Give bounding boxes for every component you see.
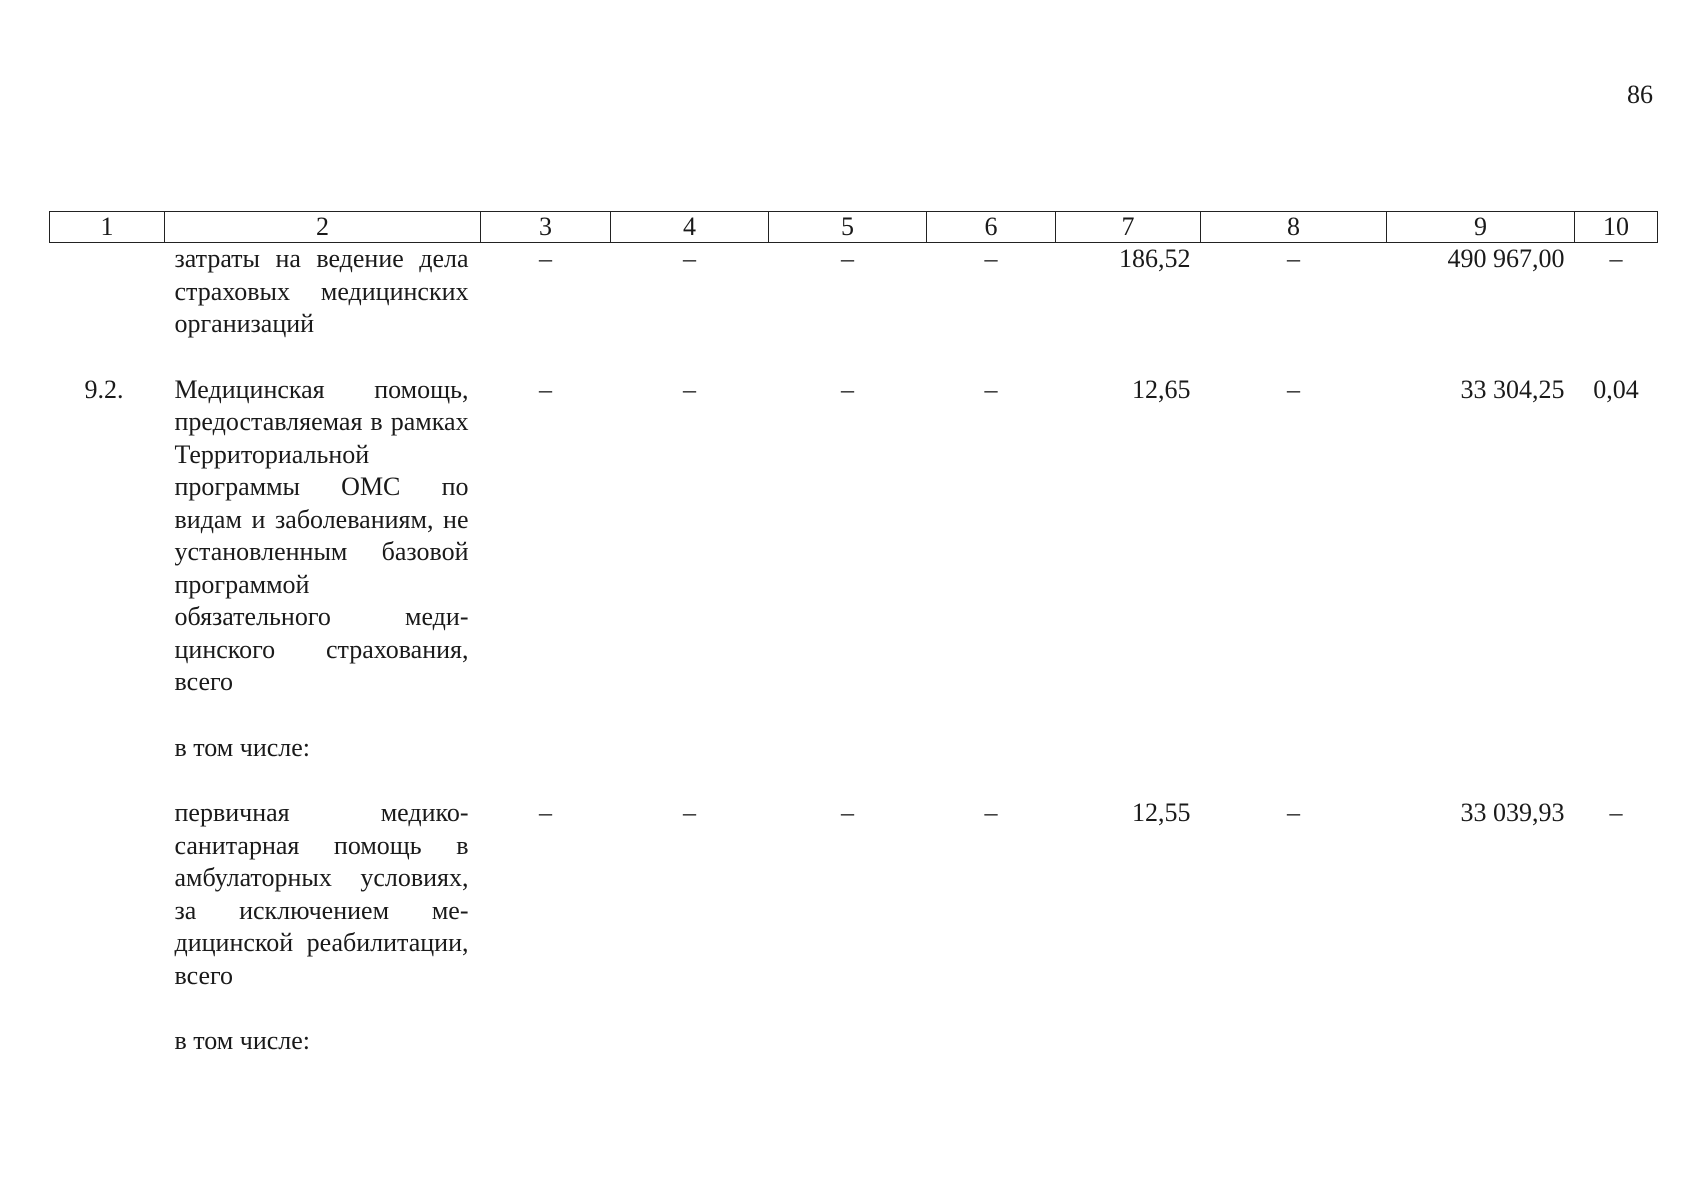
row-name: в том числе:: [174, 1026, 311, 1055]
column-header: 1: [50, 212, 165, 243]
column-header: 10: [1575, 212, 1658, 243]
row-name: затраты на ведение дела страховых медицинских организаций: [174, 244, 469, 338]
column-header: 6: [927, 212, 1056, 243]
table-row: [50, 797, 1658, 992]
cell-col7: 12,65: [1132, 374, 1191, 404]
cell-col4: –: [683, 798, 696, 827]
cell-col5: –: [841, 798, 854, 827]
table-row: [50, 243, 1658, 341]
row-number: 9.2.: [84, 374, 124, 404]
row-number: [50, 732, 165, 765]
cell-col10: –: [1609, 798, 1623, 827]
cell-col6: –: [984, 244, 998, 273]
table-header-row: [50, 212, 1658, 243]
column-header: 4: [611, 212, 769, 243]
cell-col5: –: [841, 244, 854, 273]
column-header: 3: [481, 212, 611, 243]
cell-col3: –: [539, 798, 552, 827]
cell-col6: –: [984, 798, 998, 827]
column-header: 9: [1387, 212, 1575, 243]
column-header: 5: [769, 212, 927, 243]
cell-col7: 186,52: [1119, 244, 1191, 273]
row-number: [50, 243, 165, 341]
cell-col4: –: [683, 374, 696, 404]
cell-col4: –: [683, 244, 696, 273]
row-spacer: [50, 992, 1658, 1025]
row-spacer: [50, 764, 1658, 797]
table-row: [50, 374, 1658, 699]
data-table: [49, 211, 1658, 1058]
table-row: [50, 1025, 1658, 1058]
cell-col9: 33 039,93: [1460, 798, 1565, 827]
cell-col7: 12,55: [1132, 798, 1191, 827]
cell-col9: 490 967,00: [1447, 244, 1565, 273]
cell-col3: –: [539, 374, 552, 404]
cell-col8: –: [1287, 374, 1300, 404]
row-spacer: [50, 699, 1658, 732]
cell-col10: 0,04: [1593, 374, 1639, 404]
row-number: [50, 1025, 165, 1058]
row-name: в том числе:: [174, 732, 311, 762]
row-name: первичная медико-санитарная помощь в амбулаторных условиях, за исключением медицинской реабилитации, всего: [174, 798, 469, 990]
cell-col8: –: [1287, 798, 1300, 827]
page-number: 86: [1627, 80, 1653, 109]
column-header: 2: [165, 212, 481, 243]
cell-col3: –: [539, 244, 552, 273]
column-header: 7: [1056, 212, 1201, 243]
table-row: [50, 732, 1658, 765]
cell-col9: 33 304,25: [1460, 374, 1565, 404]
cell-col8: –: [1287, 244, 1300, 273]
row-spacer: [50, 341, 1658, 374]
row-number: [50, 797, 165, 992]
column-header: 8: [1201, 212, 1387, 243]
cell-col10: –: [1609, 244, 1623, 273]
row-name: Медицинская помощь, предоставляемая в рамках Территориальной программы ОМС по видам и заболеваниям, не установленным базовой программой обязательного медицинского страхования, всего: [174, 374, 469, 696]
cell-col5: –: [841, 374, 854, 404]
cell-col6: –: [984, 374, 998, 404]
